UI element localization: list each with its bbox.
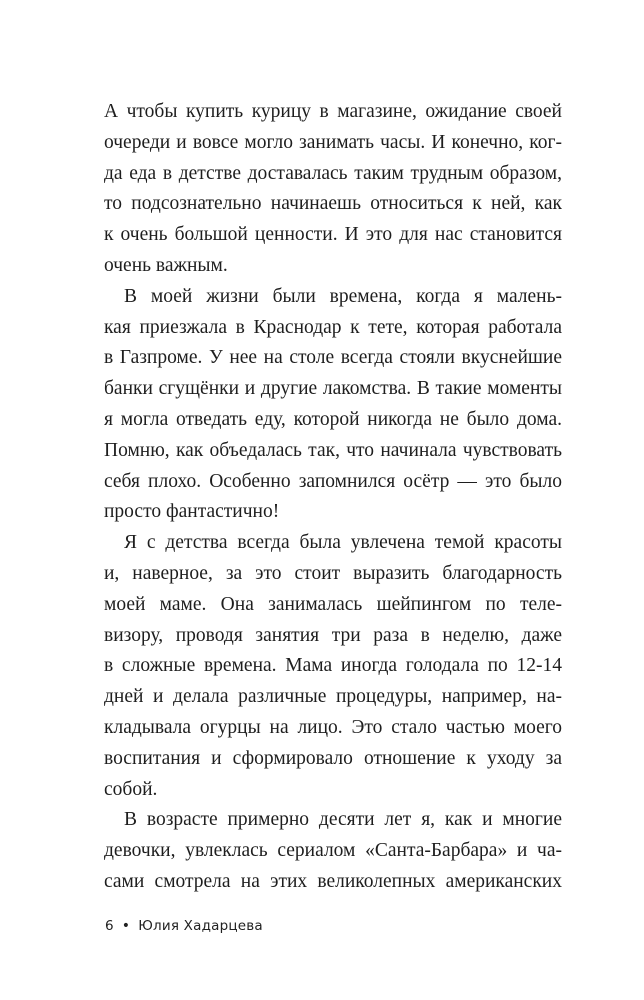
text-line: в сложные времена. Мама иногда голодала по 12-14 — [104, 655, 562, 677]
text-line: кладывала огурцы на лицо. Это стало частью моего — [104, 716, 562, 738]
text-line: просто фантастично! — [104, 501, 280, 523]
page-footer — [105, 918, 263, 934]
paragraph — [104, 282, 562, 528]
text-line: и, наверное, за это стоит выразить благодарность — [104, 562, 562, 584]
text-line: собой. — [104, 778, 158, 800]
text-line: моей маме. Она занималась шейпингом по теле- — [104, 593, 562, 615]
text-line: воспитания и сформировало отношение к уходу за — [104, 747, 562, 769]
footer-separator: • — [121, 918, 131, 934]
text-line: визору, проводя занятия три раза в неделю, даже — [104, 624, 562, 646]
text-line: сами смотрела на этих великолепных американских — [104, 870, 562, 892]
text-line: да еда в детстве доставалась таким трудным образом, — [104, 162, 562, 184]
paragraph — [104, 528, 562, 805]
paragraph — [104, 97, 562, 282]
text-line: себя плохо. Особенно запомнился осётр — это было — [104, 470, 562, 492]
text-line: дней и делала различные процедуры, например, на- — [104, 686, 562, 708]
text-line: девочки, увлеклась сериалом «Санта-Барбара» и ча- — [104, 840, 562, 862]
page-number: 6 — [105, 918, 114, 934]
text-line: я могла отведать еду, которой никогда не было дома. — [104, 408, 562, 430]
paragraph — [104, 805, 562, 897]
text-line: кая приезжала в Краснодар к тете, которая работала — [104, 316, 562, 338]
text-line: очереди и вовсе могло занимать часы. И конечно, ког- — [104, 131, 562, 153]
text-line: в Газпроме. У нее на столе всегда стояли вкуснейшие — [104, 347, 562, 369]
text-line: Помню, как объедалась так, что начинала чувствовать — [104, 439, 562, 461]
text-line: Я с детства всегда была увлечена темой красоты — [124, 532, 562, 554]
text-line: очень важным. — [104, 254, 228, 276]
text-line: А чтобы купить курицу в магазине, ожидание своей — [104, 101, 562, 122]
text-line: то подсознательно начинаешь относиться к ней, как — [104, 193, 562, 215]
text-line: банки сгущёнки и другие лакомства. В такие моменты — [104, 378, 562, 400]
body-text — [104, 97, 562, 898]
author-name: Юлия Хадарцева — [138, 918, 263, 934]
text-line: В возрасте примерно десяти лет я, как и многие — [124, 809, 562, 831]
text-line: В моей жизни были времена, когда я малень- — [124, 285, 562, 307]
text-line: к очень большой ценности. И это для нас становится — [104, 224, 562, 246]
